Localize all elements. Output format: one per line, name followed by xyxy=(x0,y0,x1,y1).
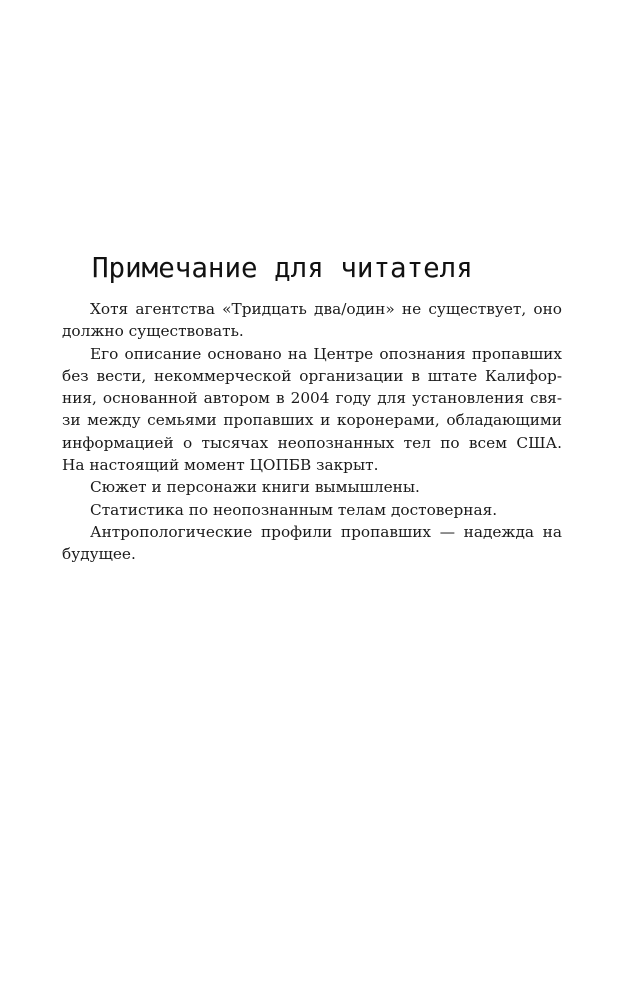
paragraph-1-line-2: должно существовать. xyxy=(62,322,244,341)
paragraph-4-line-1: Статистика по неопознанным телам достоверная. xyxy=(90,500,498,519)
page-title: Примечание для читателя xyxy=(92,252,473,284)
paragraph-2-line-1: Его описание основано на Центре опознания пропавших xyxy=(90,344,562,363)
paragraph-5-line-2: будущее. xyxy=(62,545,136,564)
body-text xyxy=(62,298,562,566)
paragraph-2-line-4: зи между семьями пропавших и коронерами, обладающими xyxy=(62,411,562,430)
paragraph-2-line-6: На настоящий момент ЦОПБВ закрыт. xyxy=(62,456,379,475)
paragraph-2-line-3: ния, основанной автором в 2004 году для установления свя- xyxy=(62,389,562,408)
paragraph-3-line-1: Сюжет и персонажи книги вымышлены. xyxy=(90,478,420,497)
paragraph-2-line-5: информацией о тысячах неопознанных тел по всем США. xyxy=(62,433,562,452)
paragraph-5-line-1: Антропологические профили пропавших — надежда на xyxy=(90,522,562,541)
paragraph-2-line-2: без вести, некоммерческой организации в штате Калифор- xyxy=(62,366,562,385)
paragraph-1-line-1: Хотя агентства «Тридцать два/один» не существует, оно xyxy=(90,300,562,318)
